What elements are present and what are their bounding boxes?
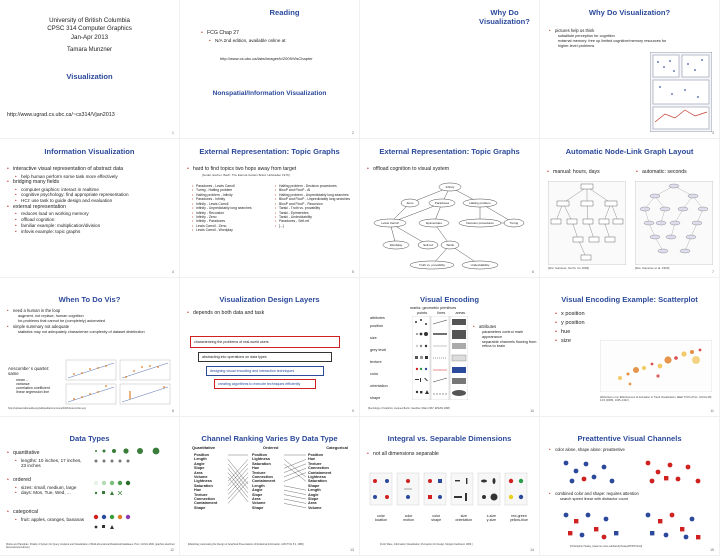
topic-pair: • Paradoxes - Infinity [192, 197, 270, 201]
slide-title: Why Do Visualization? [588, 8, 671, 17]
topic-pair: • Infinity - Lewis Carroll [192, 202, 270, 206]
channel-name: Length [252, 483, 265, 488]
citation: [Mackinlay, Automating the Design of Graphical Presentations of Relational Information, ACM TOG 5:2, 1986] [188, 543, 304, 546]
slide-title: Reading [269, 8, 300, 17]
slide-number: 12 [170, 548, 174, 552]
graph-node: Paradoxes [434, 201, 450, 205]
bullet: • simple summary not adequate [6, 324, 156, 329]
channel-item: • x position [554, 310, 634, 318]
ranking-header: Categorical [326, 445, 348, 450]
attribute-label: size [370, 336, 377, 340]
slide-channel-ranking [180, 417, 360, 556]
topic-pair: • Lewis Carroll - Wordplay [192, 228, 270, 232]
ranking-header: Quantitative [192, 445, 216, 450]
dimension-name: x-size [486, 514, 497, 518]
bullet: • interactive visual representation of abstract data [6, 166, 178, 173]
bullet: • manual: hours, days [546, 169, 626, 176]
sub-bullet: • days: Mon, Tue, Wed, ... [6, 490, 86, 496]
slide-number: 8 [172, 409, 174, 413]
bullet: • need a human in the loop [6, 308, 156, 313]
topic-pair: • Tarski - Truth vs. provability [275, 206, 355, 210]
ranking-links [226, 453, 312, 513]
channel-name: Connection [194, 496, 215, 501]
slide-number: 4 [172, 270, 174, 274]
topic-list-left [192, 184, 270, 233]
dimension-name: shape [431, 518, 442, 523]
citation: [Colin Ware, Information Visualization: Perception for Design. Morgan Kaufmann 1999.] [380, 543, 473, 546]
channel-name: Containment [252, 479, 276, 484]
mark-type: areas [455, 311, 465, 315]
layer-algorithm: creating algorithms to execute techniques efficiently [214, 379, 316, 389]
topic-pair: • Infinity - Zeno [192, 215, 270, 219]
slide-number: 1 [172, 131, 174, 135]
channel-item: • hue [554, 328, 634, 336]
attributes-head: attributes [370, 316, 385, 320]
dimension-pair-labels [368, 514, 532, 523]
channel-name: Saturation [308, 479, 327, 484]
bullet: • ordered [6, 477, 86, 484]
sub-bullet: – search speed linear with distractor count [548, 497, 718, 502]
manual-layout-thumbnail [548, 181, 626, 265]
automatic-layout-thumbnail [635, 181, 713, 265]
sub-bullet: – augment, not replace, human cognition [6, 314, 156, 319]
channel-name: Saturation [194, 483, 213, 488]
bullet: • quantitative [6, 450, 86, 457]
citation: [Stolte and Hanrahan. Polaris: A System for Query, Analysis and Visualization of Multi-dimensional Relational Databases. Proc. InfoVis 2000, graphics sketched above/pictured above] [6, 543, 175, 549]
sub-bullet: • cognitive psychology: find appropriate representation [6, 192, 178, 198]
bullet: • color alone, shape alone: preattentive [548, 447, 718, 452]
channel-name: Saturation [252, 461, 271, 466]
channel-name: Containment [308, 470, 332, 475]
preattentive-single-feature [560, 457, 710, 487]
slide-title: Channel Ranking Varies By Data Type [201, 434, 338, 443]
sub-bullet: • HCI: use task to guide design and evaluation [6, 198, 178, 204]
slide-title: External Representation: Topic Graphs [199, 147, 340, 156]
channel-name: Volume [194, 474, 208, 479]
channel-item: • size [554, 337, 634, 345]
slide-2-reading [180, 0, 360, 139]
channel-name: Area [308, 501, 317, 506]
bullet: • attributes [472, 324, 538, 329]
slide-1-title [0, 0, 180, 139]
anscombe-label: Anscombe' s quartet: same [8, 366, 50, 377]
topic-pair: • Infinity - Paradoxes [192, 219, 270, 223]
slide-title: Why Do Visualization? [479, 8, 530, 26]
channel-name: Shape [252, 505, 264, 510]
layer-encoding: designing visual encoding and interaction techniques [206, 366, 324, 376]
channel-name: Angle [308, 492, 319, 497]
slide-title: Data Types [69, 434, 110, 443]
channel-name: Hue [252, 466, 260, 471]
slide-title: Visualization Design Layers [219, 295, 320, 304]
channel-name: Lightness [194, 479, 212, 484]
slide-why-do-visualization [540, 0, 720, 139]
bullet: • depends on both data and task [186, 310, 358, 317]
channel-name: Lightness [252, 457, 270, 462]
dimension-pair-label [423, 514, 449, 523]
author-name: Tamara Munzner [66, 47, 113, 53]
channel-name: Length [194, 457, 207, 462]
slide-topic-graphs-diagram [360, 139, 540, 278]
graph-node: Turing [509, 221, 519, 225]
slide-scatterplot-example [540, 278, 720, 417]
slide-title: External Representation: Topic Graphs [379, 147, 520, 156]
stat-item: – correlation coefficient [10, 386, 60, 390]
sub-bullet: – external memory: free up limited cognitive/memory resources for higher-level problems [548, 39, 678, 48]
slide-3-why-vis [360, 0, 540, 139]
sub-bullet: – statistics may not adequately characterize complexity of dataset distribution [6, 330, 156, 335]
graph-node: Tarski [446, 243, 454, 247]
bullet: • pictures help us think [548, 28, 678, 33]
topic-pair: • BlooP and FlooP - Recursion [275, 202, 355, 206]
sub-bullet: – substitute perception for cognition [548, 34, 678, 39]
layer-abstraction: abstracting into operations on data types [198, 352, 332, 362]
stats-list [10, 378, 60, 394]
dimension-pair-label [396, 514, 422, 523]
channel-name: Position [252, 453, 267, 457]
slide-topic-graphs-list [180, 139, 360, 278]
sub-bullet: • fruit: apples, oranges, bananas [6, 517, 86, 523]
channel-item: • y position [554, 319, 634, 327]
graph-node: Zeno [406, 201, 414, 205]
slide-information-visualization [0, 139, 180, 278]
dimension-name: yellow-blue [509, 518, 528, 523]
channel-name: Lightness [308, 474, 326, 479]
bullet: • hard to find topics two hops away from target [186, 166, 358, 173]
topic-graph-diagram [372, 177, 528, 273]
university-name: University of British Columbia [49, 17, 130, 24]
course-name: CPSC 314 Computer Graphics [47, 25, 132, 33]
graph-node: Undecidability [470, 263, 490, 267]
preattentive-conjunction [560, 509, 710, 543]
topic-pair: • Tarski - Undecidability [275, 215, 355, 219]
topic-pair: • Infinity - Recursion [192, 211, 270, 215]
dimension-name: motion [403, 518, 414, 523]
topic-pair: • Paradoxes - Self-ref [275, 219, 355, 223]
bullet: • automatic: seconds [635, 169, 715, 176]
channel-name: Position [194, 453, 209, 457]
channel-name: Texture [194, 492, 208, 497]
dimension-pair-glyphs [368, 469, 532, 511]
channel-name: Area [194, 470, 203, 475]
bullet: • external representation [6, 204, 178, 211]
citation: [Semiology of Graphics. Jacques Bertin, Gauthier-Villars 1967, EHESS 1998] [368, 407, 450, 410]
channel-name: Shape [194, 505, 206, 510]
sub-bullet: • reduces load on working memory [6, 211, 178, 217]
marks-label: marks: geometric primitives [410, 306, 457, 310]
gapminder-scatterplot [600, 340, 712, 392]
graph-node: Infinity [445, 185, 455, 189]
channel-name: Connection [252, 474, 273, 479]
channel-name: Shape [308, 483, 320, 488]
graph-node: Truth vs. provability [419, 263, 445, 267]
slide-number: 14 [530, 548, 534, 552]
channel-name: Volume [252, 501, 266, 506]
slide-number: 3 [712, 131, 714, 135]
ranking-header: Ordered [262, 445, 279, 450]
slide-vis-design-layers [180, 278, 360, 417]
slide-number: 7 [712, 270, 714, 274]
slide-number: 13 [350, 548, 354, 552]
citation: [Christopher Healey, (www.csc.ncsu.edu/faculty/healey/PP/PP.html)] [570, 545, 643, 548]
topic-pair: • Halting problem - Infinity [192, 193, 270, 197]
slide-number: 6 [532, 270, 534, 274]
slide-auto-graph-layout [540, 139, 720, 278]
dimension-name: color [377, 514, 385, 518]
topic-pair: • Lewis Carroll - Zeno [192, 224, 270, 228]
caption-manual: [Dot, Gansner, North, Vo 1993] [548, 266, 590, 270]
channel-name: Hue [194, 488, 202, 493]
stat-item: – variance [10, 382, 60, 386]
slide-title: Preattentive Visual Channels [577, 434, 682, 443]
channel-name: Slope [252, 492, 263, 497]
graph-node: Lewis Carroll [381, 221, 399, 225]
channel-name: Containment [194, 501, 218, 506]
slide-number: 10 [530, 409, 534, 413]
bullet: • categorical [6, 509, 86, 516]
citation: [Robertson et al. Effectiveness of Animation in Trend Visualization. IEEE TVCG (Proc. InfoVis 08) 14:6 (2008), 1325–1332] [600, 396, 712, 403]
sub-bullet: • lengths: 10 inches, 17 inches, 23 inches [6, 458, 86, 469]
mark-type: points [417, 311, 428, 315]
slide-title: Integral vs. Separable Dimensions [387, 434, 512, 443]
slide-number: 15 [710, 548, 714, 552]
bertin-variable-grid [412, 316, 468, 400]
slide-visual-encoding [360, 278, 540, 417]
dimension-pair-label [368, 514, 394, 523]
attribute-label: shape [370, 396, 381, 400]
graph-node: Epimenides [426, 221, 442, 225]
anscombe-source-url[interactable]: http://upload.wikimedia.org/wikipedia/commons/b/b6/Anscombe.svg [8, 407, 86, 410]
bullet: • not all dimensions separable [366, 451, 538, 458]
graph-node: Halting problem [469, 201, 491, 205]
slide-title: Visual Encoding Example: Scatterplot [561, 295, 698, 304]
sub-bullet: • infovis example: topic graphs [6, 229, 178, 235]
dimension-name: y-size [486, 518, 497, 523]
slide-integral-separable [360, 417, 540, 556]
dimension-name: size [460, 514, 467, 518]
channel-name: Connection [308, 466, 329, 471]
bullet: • bridging many fields [6, 179, 178, 186]
slide-title: Information Visualization [44, 147, 135, 156]
slide-preattentive-channels [540, 417, 720, 556]
sub-bullet: • offload cognition [6, 217, 178, 223]
data-type-glyphs [90, 447, 174, 543]
sub-bullet: • computer graphics: interact in realtime [6, 187, 178, 193]
channel-name: Texture [252, 470, 266, 475]
bullet: • offload cognition to visual system [366, 166, 538, 173]
topic-pair: • Paradoxes - Lewis Carroll [192, 184, 270, 188]
slide-number: 2 [352, 131, 354, 135]
anscombe-quartet-plots [64, 358, 174, 406]
caption-auto: [Dot, Gansner et al. 1993] [635, 266, 670, 270]
section-title: Nonspatial/Information Visualization [212, 90, 327, 97]
dimension-name: location [374, 518, 388, 523]
multiview-vis-thumbnail [650, 52, 712, 132]
channel-name: Hue [308, 457, 316, 462]
sub-bullet: • N/A 2nd edition, available online at [200, 38, 355, 44]
attribute-label: color [370, 372, 379, 376]
topic-pair: • Halting problem - Decision procedures [275, 184, 355, 188]
slide-number: 9 [352, 409, 354, 413]
mark-types [417, 311, 465, 315]
channel-name: Angle [194, 461, 205, 466]
sub-bullet: • help human perform some task more effectively [6, 174, 178, 180]
graph-node: Self-ref [423, 243, 433, 247]
attribute-label: position [370, 324, 384, 328]
stat-item: – linear regression line [10, 390, 60, 394]
attribute-label: texture [370, 360, 382, 364]
topic-pair: • Infinity - Unpredictably long searches [192, 206, 270, 210]
term: Jan-Apr 2013 [70, 33, 109, 41]
mark-type: lines [437, 311, 446, 315]
slide-number: 11 [710, 409, 714, 413]
topic-pair: • Turing - Halting problem [192, 188, 270, 192]
bullet: • combined color and shape: requires attention [548, 491, 718, 496]
lecture-topic: Visualization [66, 72, 113, 81]
dimension-name: red-green [511, 514, 527, 518]
dimension-pair-label [506, 514, 532, 523]
sub-bullet: – parameters control mark appearance [472, 330, 538, 339]
slide-number: 5 [352, 270, 354, 274]
channel-name: Angle [252, 488, 263, 493]
attribute-label: orientation [370, 384, 388, 388]
sub-bullet: • familiar example: multiplication/division [6, 223, 178, 229]
channel-name: Position [308, 453, 323, 457]
slide-when-to-do-vis [0, 278, 180, 417]
dimension-name: color [404, 514, 413, 518]
graph-node: Wordplay [389, 243, 403, 247]
slide-title: When To Do Vis? [58, 295, 121, 304]
layer-domain: characterizing the problems of real-world users [190, 336, 340, 348]
channel-name: Area [252, 496, 261, 501]
channel-name: Length [308, 488, 321, 493]
topic-pair: • BlooP and FlooP - AI [275, 188, 355, 192]
dimension-pair-label [478, 514, 504, 523]
ranking-headers [192, 445, 348, 450]
slide-title: Visual Encoding [420, 295, 479, 304]
channel-name: Volume [308, 505, 322, 510]
topic-pair: • BlooP and FlooP - Unpredictably long searches [275, 197, 355, 201]
attribute-label: grey level [370, 348, 387, 352]
channel-name: Slope [308, 496, 319, 501]
slide-data-types [0, 417, 180, 556]
channel-name: Slope [194, 466, 205, 471]
stat-item: – mean [10, 378, 60, 382]
dimension-pair-label [451, 514, 477, 523]
topic-pair: • Halting problem - Unpredictably long searches [275, 193, 355, 197]
citation: [Godel, Escher, Bach: The Eternal Golden Braid, Hofstadter 1979] [202, 172, 290, 177]
graph-node: Decision procedures [466, 221, 494, 225]
sub-bullet: – separable channels flowing from retina to brain [472, 340, 538, 349]
dimension-name: color [432, 514, 441, 518]
categorical-ranking [308, 453, 348, 510]
dimension-name: orientation [455, 518, 473, 523]
bullet: • FCG Chap 27 [200, 30, 355, 37]
chapter-url[interactable]: http://www.cs.ubc.ca/labs/imager/tr/2009/VisChapter [220, 56, 313, 61]
sub-bullet: • sizes: small, medium, large [6, 485, 86, 491]
attribute-list [370, 324, 410, 408]
topic-list-right [275, 184, 355, 228]
channel-name: Texture [308, 461, 322, 466]
topic-pair: • Tarski - Epimenides [275, 211, 355, 215]
slide-title: Automatic Node-Link Graph Layout [565, 147, 694, 156]
course-url[interactable]: http://www.ugrad.cs.ubc.ca/~cs314/Vjan2013 [7, 112, 115, 118]
topic-pair: • [...] [275, 224, 355, 228]
sub-bullet: – for problems that cannot be (completely) automated [6, 319, 156, 324]
